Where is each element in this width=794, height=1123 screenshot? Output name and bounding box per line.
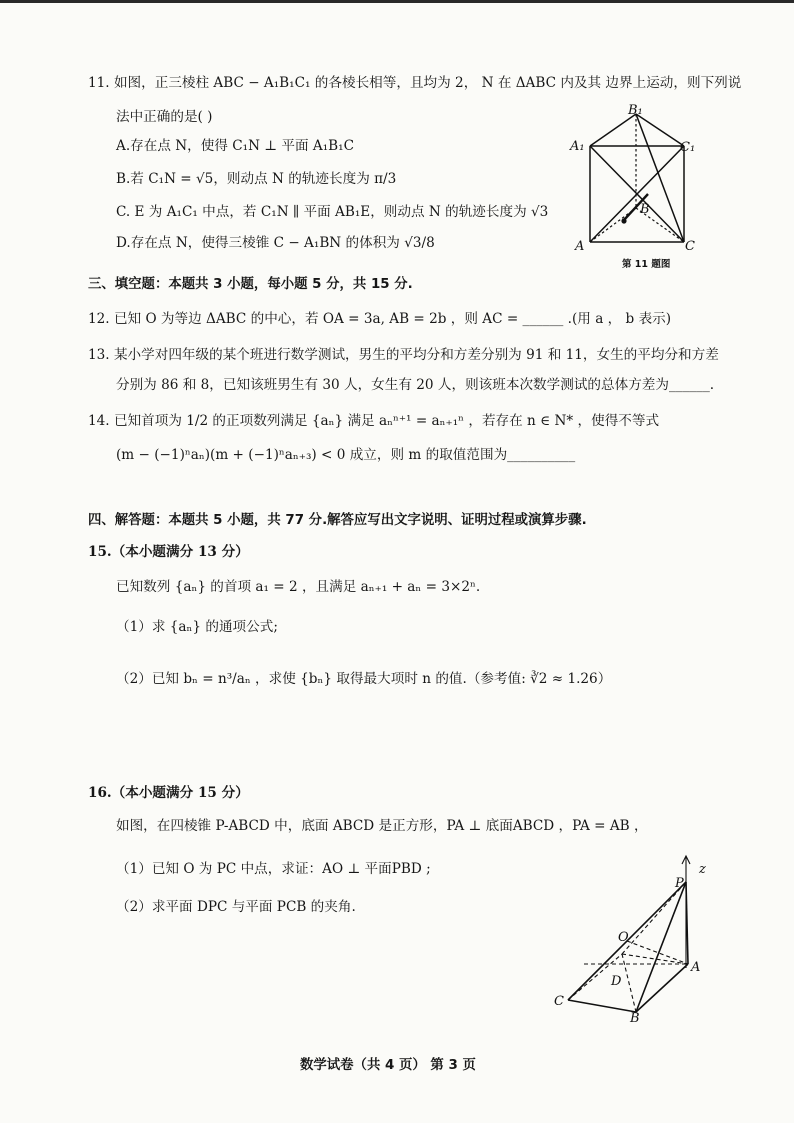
- q15-stem: 已知数列 {aₙ} 的首项 a₁ = 2 ，且满足 aₙ₊₁ + aₙ = 3×2ⁿ.: [116, 579, 481, 595]
- label-a: A: [691, 960, 701, 975]
- q15-part2: （2）已知 bₙ = n³/aₙ ，求使 {bₙ} 取得最大项时 n 的值.（参考值: ∛2 ≈ 1.26）: [116, 671, 612, 687]
- edge-c-b: [568, 1000, 636, 1012]
- edge-b-a: [636, 964, 688, 1012]
- label-p: P: [675, 876, 684, 891]
- q16-part1: （1）已知 O 为 PC 中点，求证：AO ⊥ 平面PBD ;: [116, 861, 431, 877]
- q12-text: 12. 已知 O 为等边 ΔABC 的中心，若 OA = 3a, AB = 2b ，则 AC = ______ .(用 a ， b 表示): [88, 311, 672, 327]
- label-c: C: [554, 994, 564, 1009]
- label-d: D: [611, 974, 622, 989]
- label-b1: B₁: [628, 103, 643, 118]
- q14-line1: 14. 已知首项为 1/2 的正项数列满足 {aₙ} 满足 aₙⁿ⁺¹ = aₙ₊₁ⁿ ，若存在 n ∈ N* ，使得不等式: [88, 413, 660, 429]
- q11-stem-line1: 11. 如图，正三棱柱 ABC − A₁B₁C₁ 的各棱长相等，且均为 2， N 在 ΔABC 内及其 边界上运动，则下列说: [88, 75, 742, 91]
- top-border: [0, 0, 794, 3]
- q11-option-d: D.存在点 N，使得三棱锥 C − A₁BN 的体积为 √3/8: [116, 235, 435, 251]
- q11-prism-figure: [562, 100, 722, 272]
- label-c1: C₁: [680, 140, 696, 155]
- label-a1: A₁: [570, 139, 585, 154]
- q13-line1: 13. 某小学对四年级的某个班进行数学测试，男生的平均分和方差分别为 91 和 11，女生的平均分和方差: [88, 347, 719, 363]
- q16-title: 16.（本小题满分 15 分）: [88, 785, 249, 801]
- label-o: O: [618, 930, 629, 945]
- point-n: [621, 218, 626, 223]
- edge-d-p: [622, 882, 686, 954]
- q11-figure-caption: 第 11 题图: [622, 259, 671, 270]
- q13-line2: 分别为 86 和 8，已知该班男生有 30 人，女生有 20 人，则该班本次数学测试的总体方差为______.: [116, 377, 715, 393]
- label-b: B: [630, 1011, 640, 1026]
- q11-option-b: B.若 C₁N = √5，则动点 N 的轨迹长度为 π/3: [116, 171, 397, 187]
- q16-stem: 如图，在四棱锥 P-ABCD 中，底面 ABCD 是正方形，PA ⊥ 底面ABCD ，PA = AB ，: [116, 818, 648, 834]
- edge-b1-c: [636, 114, 684, 242]
- section3-heading: 三、填空题：本题共 3 小题，每小题 5 分，共 15 分.: [88, 277, 413, 292]
- edge-a1-b1: [590, 114, 636, 146]
- q15-title: 15.（本小题满分 13 分）: [88, 544, 249, 560]
- section4-heading: 四、解答题：本题共 5 小题，共 77 分.解答应写出文字说明、证明过程或演算步骤.: [88, 513, 587, 528]
- segment-o-a: [627, 941, 688, 964]
- q11-option-a: A.存在点 N，使得 C₁N ⊥ 平面 A₁B₁C: [116, 138, 355, 154]
- q11-option-c: C. E 为 A₁C₁ 中点，若 C₁N ∥ 平面 AB₁E，则动点 N 的轨迹长度为 √3: [116, 204, 549, 220]
- edge-b1-c1: [636, 114, 684, 146]
- label-z: z: [699, 862, 706, 877]
- q14-line2: (m − (−1)ⁿaₙ)(m + (−1)ⁿaₙ₊₃) < 0 成立，则 m 的取值范围为__________: [116, 447, 576, 463]
- label-b: B: [640, 202, 650, 217]
- q11-stem-line2: 法中正确的是( ): [116, 109, 213, 125]
- segment-d-b: [622, 954, 636, 1012]
- label-a: A: [575, 239, 585, 254]
- q16-pyramid-figure: [548, 852, 728, 1024]
- q16-part2: （2）求平面 DPC 与平面 PCB 的夹角.: [116, 899, 356, 915]
- q15-part1: （1）求 {aₙ} 的通项公式;: [116, 619, 278, 635]
- page-footer: 数学试卷（共 4 页） 第 3 页: [300, 1058, 476, 1073]
- label-c: C: [685, 239, 695, 254]
